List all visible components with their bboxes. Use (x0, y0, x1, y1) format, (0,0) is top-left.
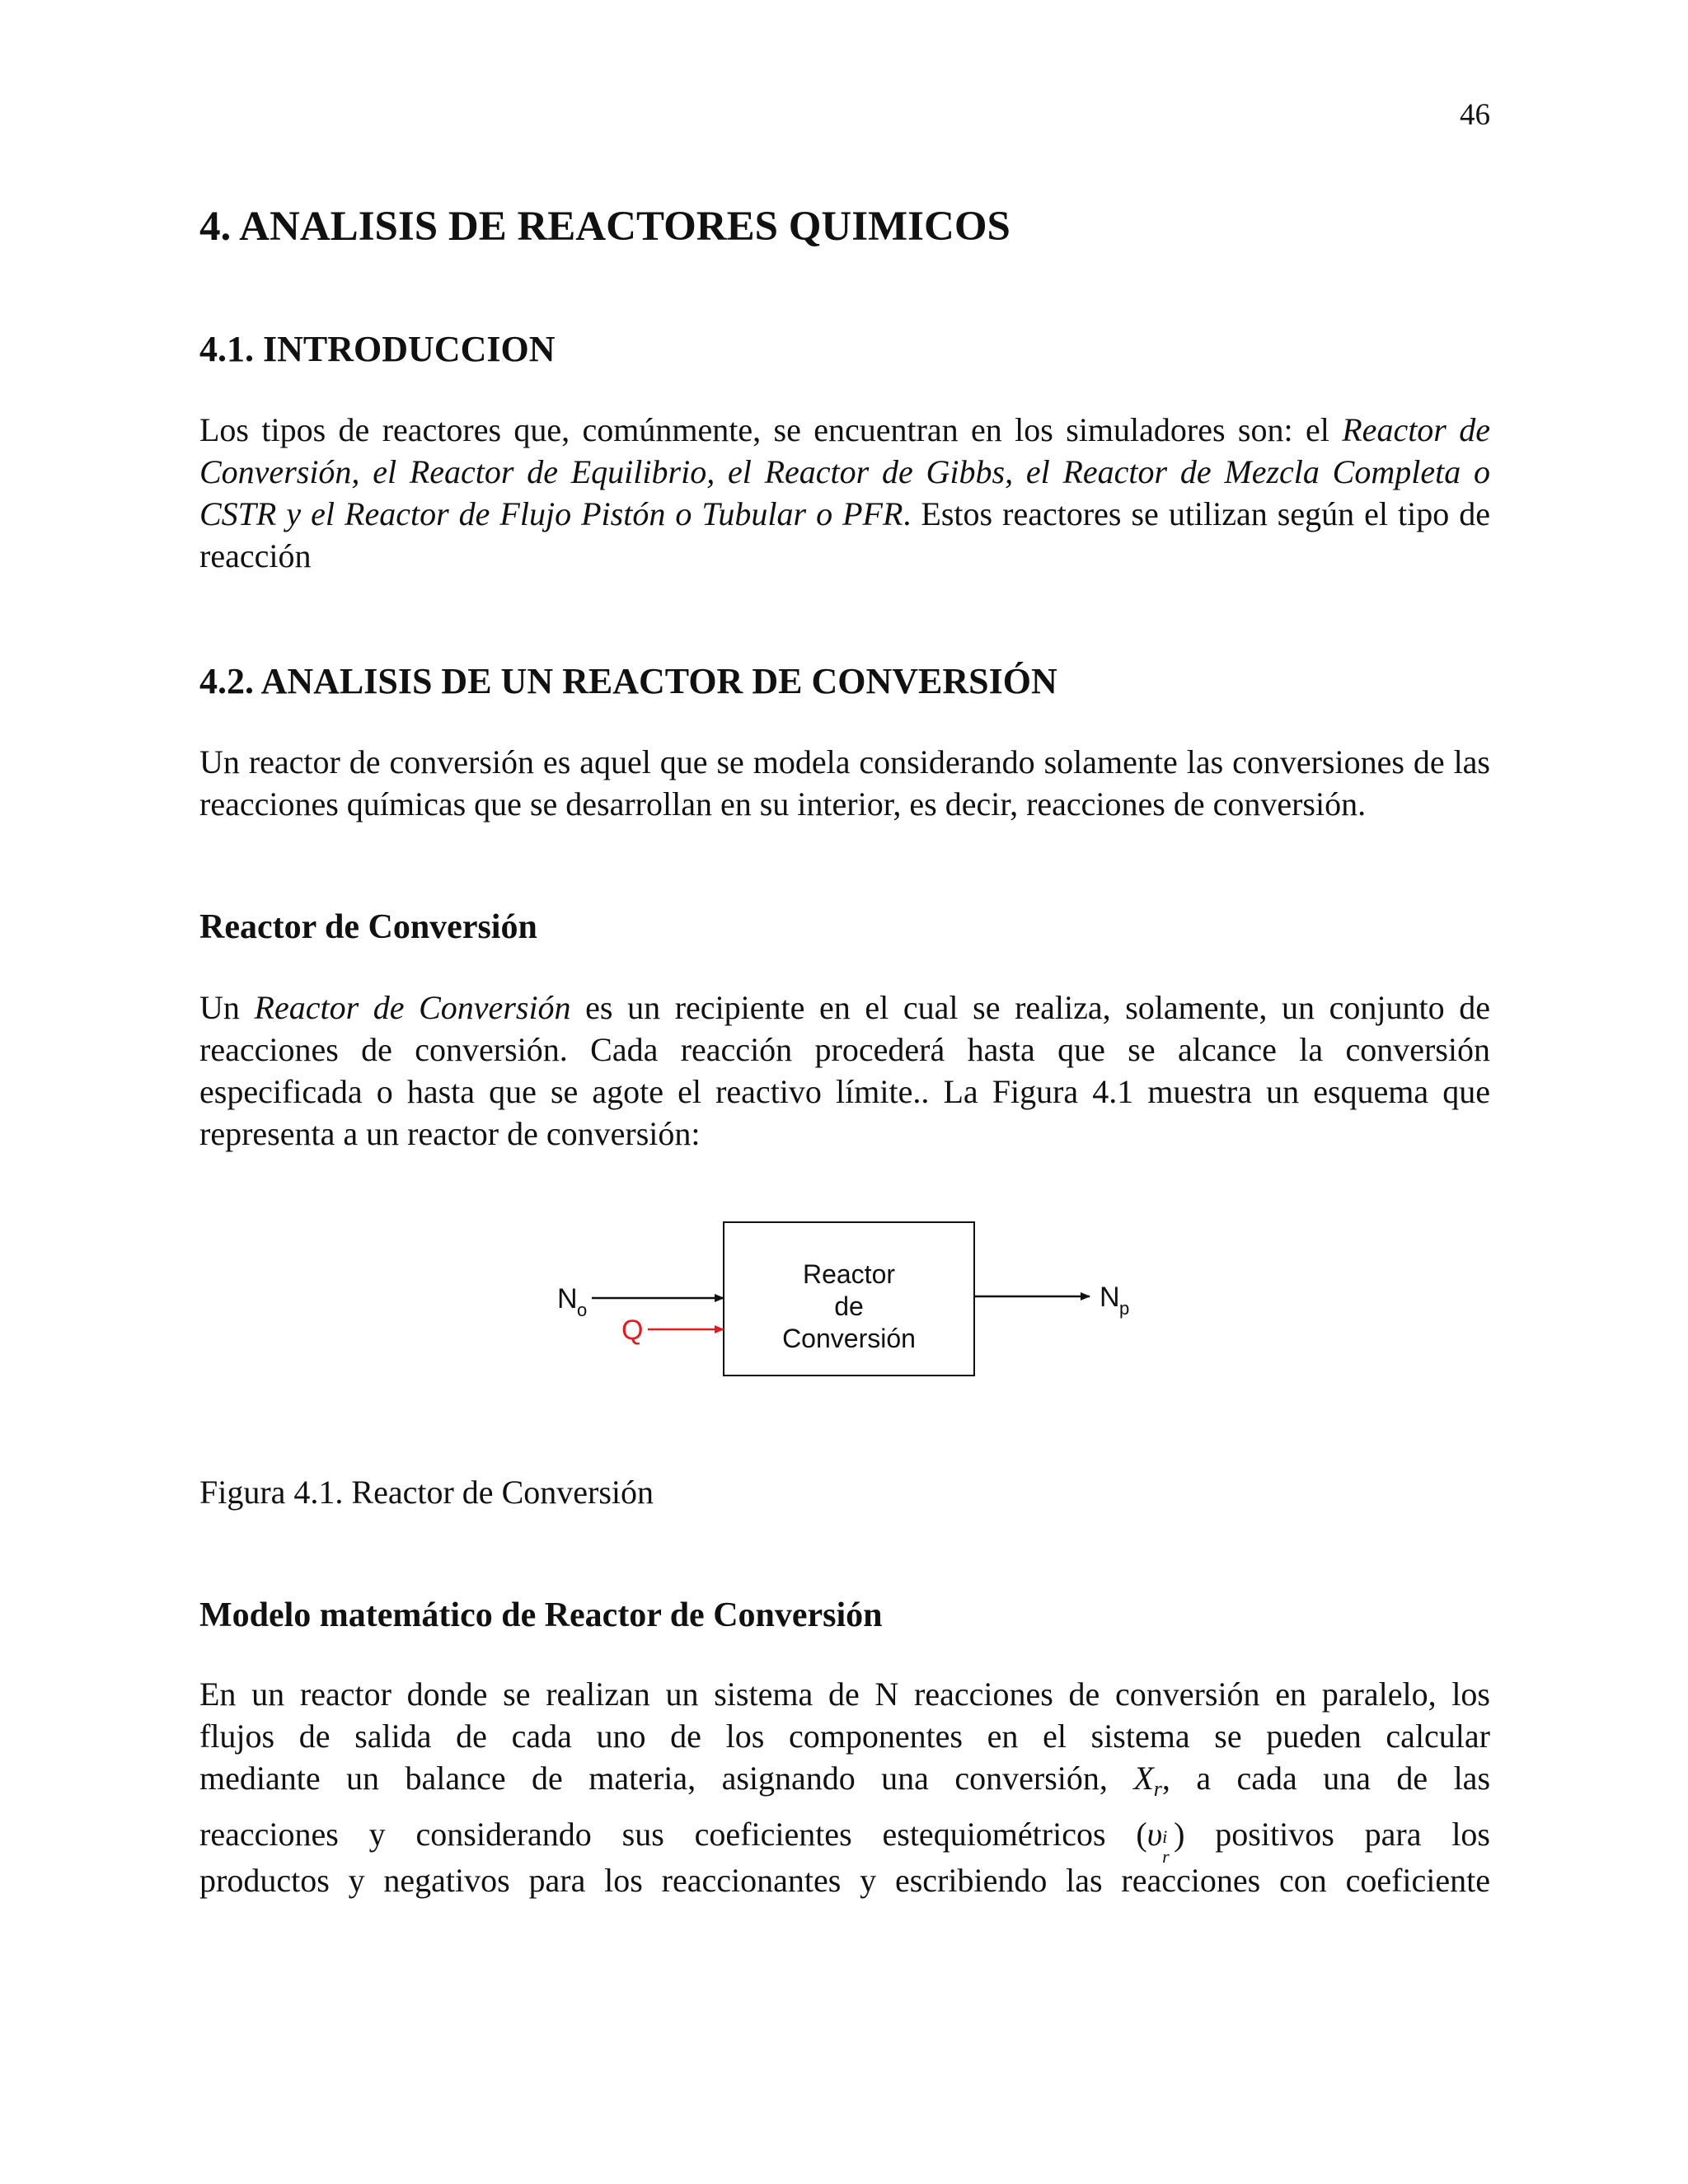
model-line-1: En un reactor donde se realizan un sistema de N reacciones de conversión en paralelo, los (199, 1675, 1490, 1713)
page-content (199, 198, 1490, 1901)
section-heading-reactor-conversion: 4.2. ANALISIS DE UN REACTOR DE CONVERSIÓN (199, 661, 1057, 701)
intro-text-start: Los tipos de reactores que, comúnmente, se encuentran en los simuladores son: el (199, 411, 1329, 448)
input-flow-subscript: o (577, 1300, 588, 1320)
conversion-definition-paragraph: Un reactor de conversión es aquel que se modela considerando solamente las conversiones de las reacciones químicas que se desarrollan en su interior, es decir, reacciones de conversión. (199, 743, 1490, 823)
model-line-3 (199, 1757, 1490, 1810)
model-line-3-end: , a cada una de las (1161, 1760, 1491, 1797)
conversion-symbol (1133, 1760, 1162, 1801)
model-line-3-start: mediante un balance de materia, asignando una conversión, (199, 1760, 1108, 1797)
reactor-box-label-line2: de (834, 1291, 864, 1321)
stoichiometric-superscript: i (1162, 1826, 1168, 1847)
reactor-text-start: Un (199, 989, 255, 1026)
reactor-box-label-line1: Reactor (802, 1259, 896, 1289)
output-flow-subscript: p (1119, 1298, 1130, 1319)
intro-reactor-types: Reactor de Conversión, el Reactor de Equilibrio, el Reactor de Gibbs, el Reactor de Mezcla Completa o CSTR y el Reactor de Flujo Pistón o Tubular o PFR (199, 411, 1491, 532)
model-paragraph (199, 1673, 1490, 1901)
model-line-4-end: ) positivos para los (1174, 1816, 1490, 1853)
model-line-4-start: reacciones y considerando sus coeficientes estequiométricos ( (199, 1816, 1147, 1853)
reactor-description-paragraph (199, 987, 1490, 1155)
heat-input-label: Q (621, 1315, 644, 1346)
reactor-text-end: es un recipiente en el cual se realiza, solamente, un conjunto de reacciones de conversión. Cada reacción procederá hasta que se alcance la conversión especificada o hasta que se agote el reactivo límite.. La Figura 4.1 muestra un esquema que representa a un reactor de conversión: (199, 989, 1490, 1152)
model-line-2: flujos de salida de cada uno de los componentes en el sistema se pueden calcular (199, 1718, 1490, 1755)
reactor-diagram-svg (199, 1214, 1490, 1455)
model-line-5: productos y negativos para los reaccionantes y escribiendo las reacciones con coeficiente (199, 1862, 1490, 1899)
chapter-title: 4. ANALISIS DE REACTORES QUIMICOS (199, 204, 1010, 250)
stoichiometric-symbol (1146, 1816, 1174, 1867)
reactor-name-italic: Reactor de Conversión (254, 989, 571, 1026)
reactor-box-label-line3: Conversión (782, 1324, 916, 1353)
conversion-symbol-x: X (1133, 1760, 1154, 1797)
section-heading-introduccion: 4.1. INTRODUCCION (199, 329, 556, 369)
conversion-symbol-subscript: r (1153, 1777, 1162, 1801)
model-line-4 (199, 1810, 1490, 1867)
stoichiometric-indices (1162, 1826, 1174, 1867)
subheading-reactor-conversion: Reactor de Conversión (199, 908, 537, 946)
page-number: 46 (1460, 98, 1490, 132)
stoichiometric-symbol-nu: υ (1146, 1816, 1163, 1853)
reactor-diagram (199, 1214, 1490, 1455)
intro-text-end: . Estos reactores se utilizan según el tipo de reacción (199, 495, 1491, 574)
subheading-mathematical-model: Modelo matemático de Reactor de Conversión (199, 1596, 883, 1634)
output-flow-label: N (1100, 1282, 1120, 1313)
input-flow-label: N (557, 1283, 578, 1315)
intro-paragraph (199, 409, 1490, 577)
figure-caption: Figura 4.1. Reactor de Conversión (199, 1474, 654, 1511)
stoichiometric-subscript: r (1162, 1846, 1170, 1867)
